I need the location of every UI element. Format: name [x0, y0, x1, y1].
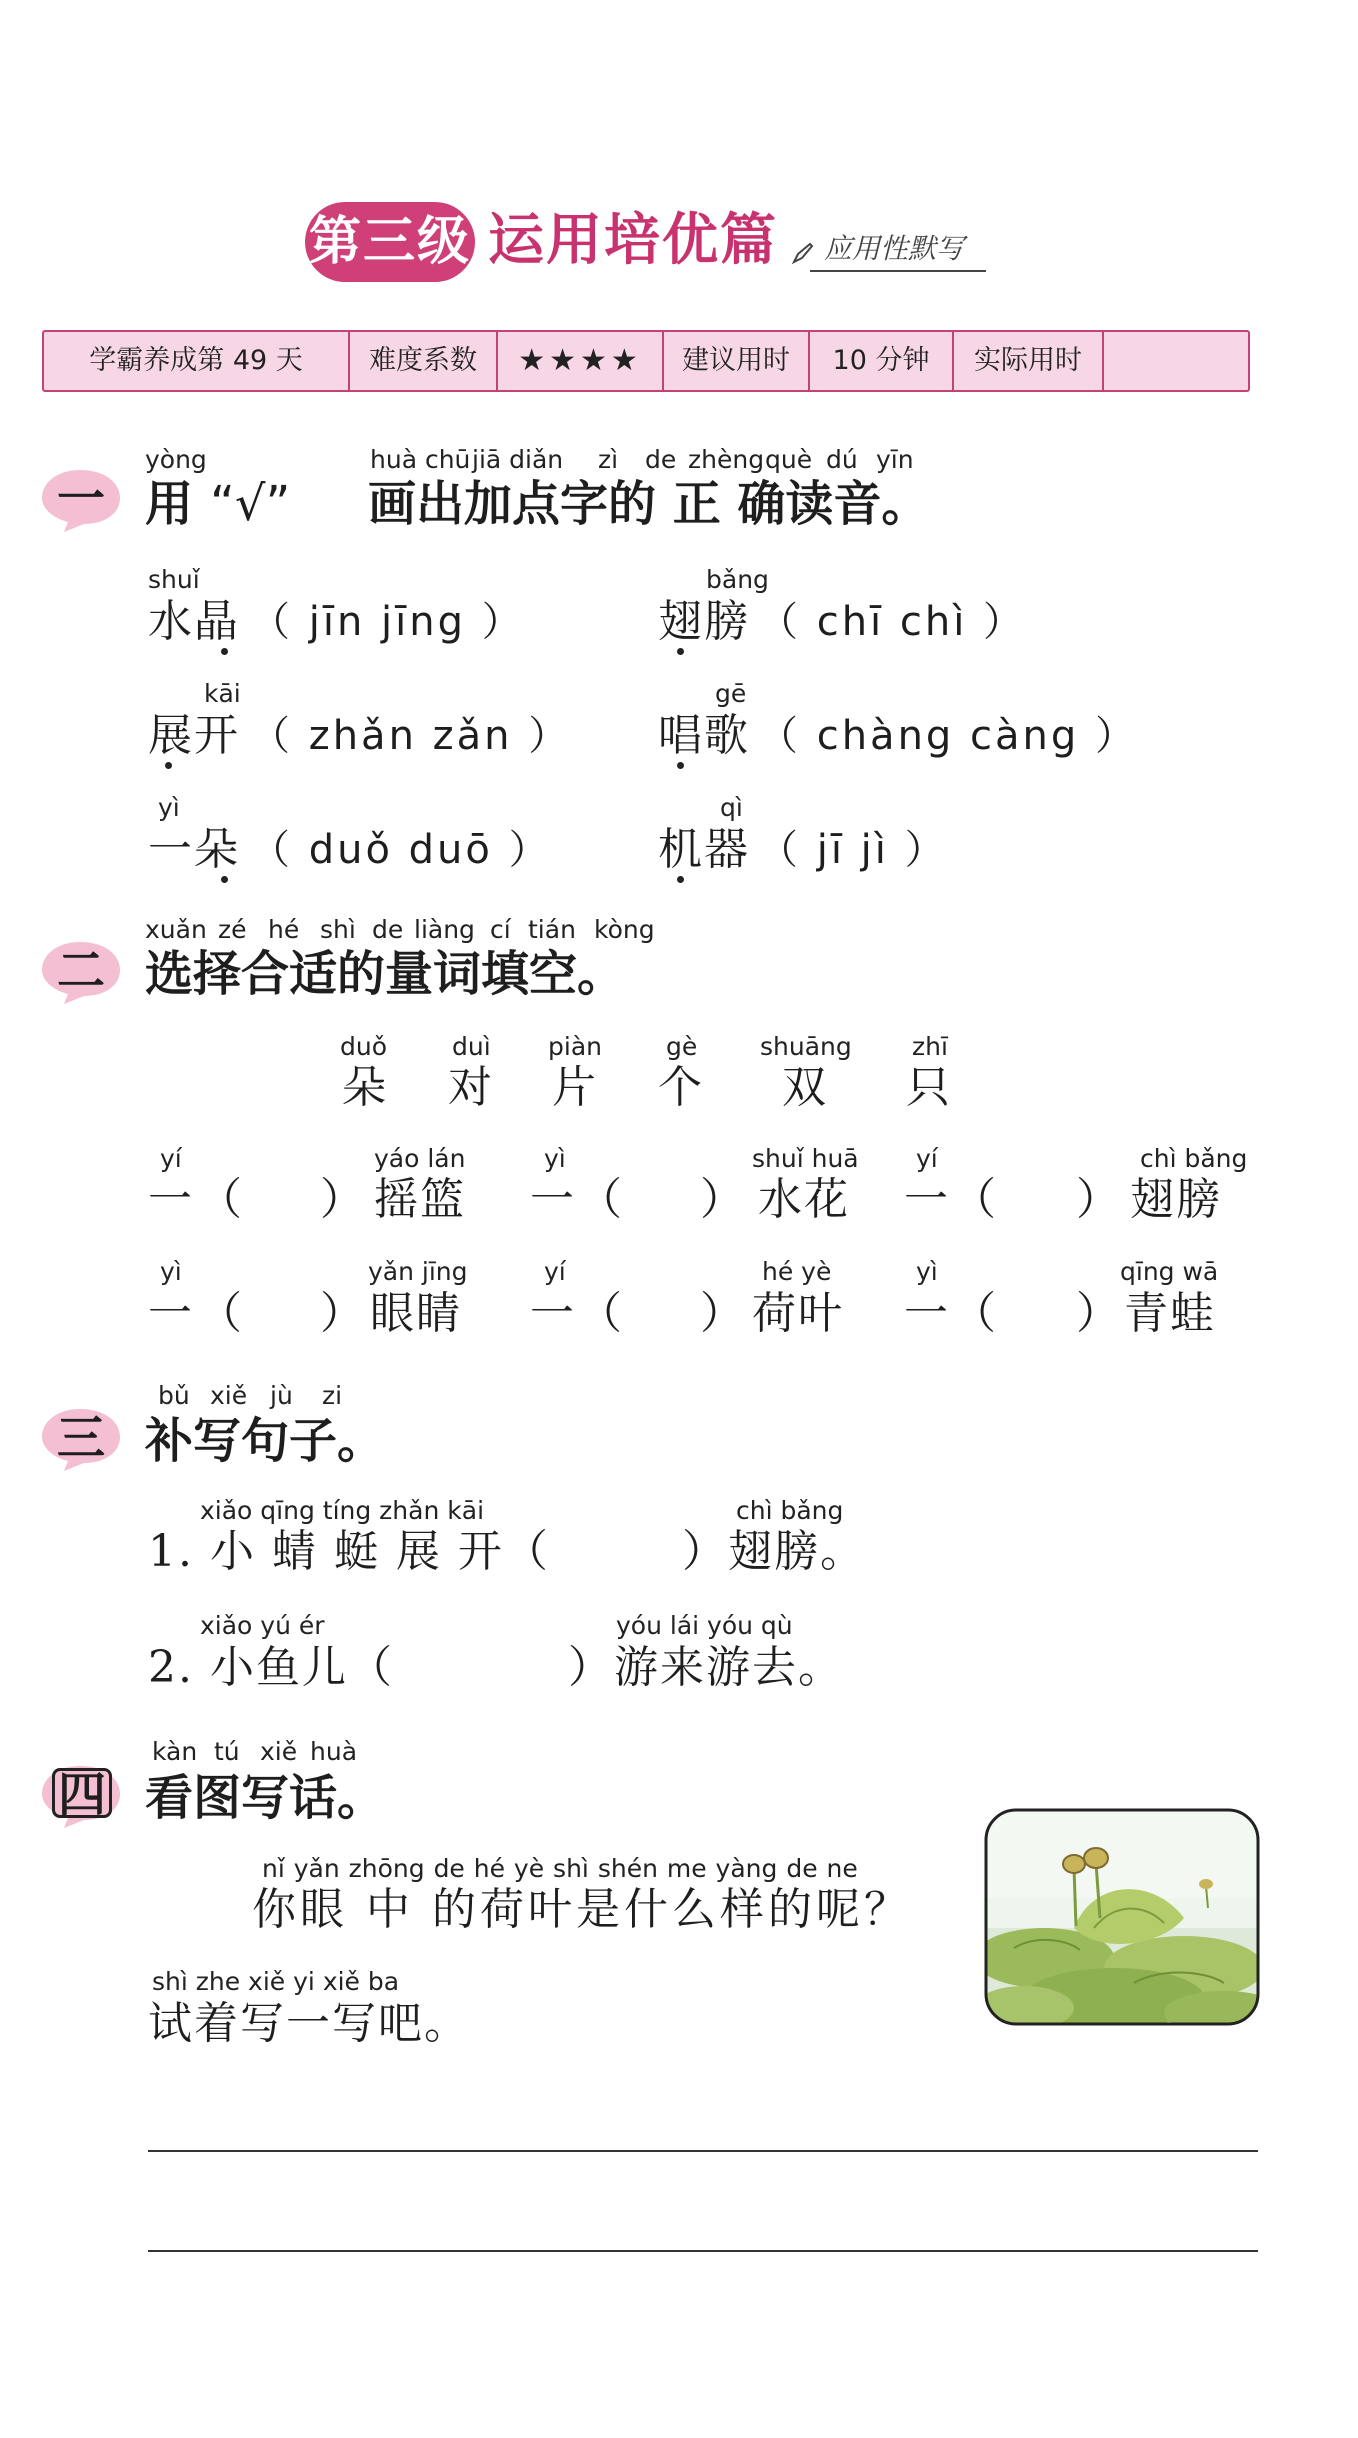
- emphasis-dot: [677, 762, 684, 769]
- section-1-title-lead: 用: [145, 476, 194, 532]
- pinyin: bǎng: [706, 565, 769, 594]
- pinyin: què: [765, 445, 813, 474]
- pinyin: chì bǎng: [1140, 1144, 1248, 1173]
- left-paren: （: [198, 1288, 244, 1339]
- pinyin: yì: [160, 1257, 182, 1286]
- section-4-title: 看图写话。: [145, 1770, 386, 1826]
- pinyin: de: [372, 915, 404, 944]
- noun: 摇篮: [374, 1174, 466, 1225]
- writing-line[interactable]: [148, 2150, 1258, 2152]
- right-paren: ）: [320, 1174, 366, 1225]
- pinyin: xiě: [210, 1381, 248, 1410]
- pinyin: yīn: [876, 445, 914, 474]
- actual-time-value[interactable]: [1104, 332, 1248, 390]
- measure-word: 双: [782, 1062, 828, 1113]
- pinyin: duì: [452, 1032, 491, 1061]
- number-one: 一: [904, 1174, 950, 1225]
- word: 一朵: [148, 824, 240, 875]
- pinyin: qīng wā: [1120, 1257, 1219, 1286]
- pinyin: yí: [916, 1144, 938, 1173]
- suggested-time-label: 建议用时: [664, 332, 810, 390]
- left-paren: （: [952, 1174, 998, 1225]
- pinyin: yǎn jīng: [368, 1257, 468, 1286]
- word: 翅膀: [658, 596, 750, 647]
- day-counter: 学霸养成第 49 天: [44, 332, 350, 390]
- pinyin: chì bǎng: [736, 1496, 844, 1525]
- right-paren: ）: [700, 1288, 746, 1339]
- pinyin: de: [645, 445, 677, 474]
- pinyin: zhī: [912, 1032, 948, 1061]
- word: 展开: [148, 710, 240, 761]
- pinyin: kàn: [152, 1737, 198, 1766]
- checkmark-symbol: “√”: [210, 476, 291, 532]
- actual-time-label: 实际用时: [954, 332, 1104, 390]
- right-paren: ）: [320, 1288, 366, 1339]
- difficulty-label: 难度系数: [350, 332, 498, 390]
- pinyin: xiǎo yú ér: [200, 1611, 325, 1640]
- section-2-title: 选择合适的量词填空。: [145, 946, 626, 1002]
- pinyin-options[interactable]: （ zhǎn zǎn ）: [250, 713, 572, 759]
- left-paren: （: [578, 1174, 624, 1225]
- pinyin: shì: [320, 915, 356, 944]
- section-1-number: 一: [56, 471, 105, 527]
- pinyin: kāi: [204, 679, 241, 708]
- pinyin: yí: [160, 1144, 182, 1173]
- measure-word: 朵: [342, 1062, 388, 1113]
- pinyin: shuǐ huā: [752, 1144, 859, 1173]
- blank-field[interactable]: [996, 1180, 1076, 1224]
- pinyin: yóu lái yóu qù: [616, 1611, 793, 1640]
- pinyin-options[interactable]: （ chàng càng ）: [758, 713, 1138, 759]
- writing-line[interactable]: [148, 2250, 1258, 2252]
- left-paren: （: [198, 1174, 244, 1225]
- blank-field[interactable]: [418, 1648, 568, 1692]
- measure-word: 只: [906, 1062, 952, 1113]
- info-bar: [42, 330, 1250, 392]
- pinyin-options[interactable]: （ chī chì ）: [758, 599, 1027, 645]
- page-subtitle: 应用性默写: [810, 232, 986, 272]
- number-one: 一: [530, 1174, 576, 1225]
- pinyin: qì: [720, 793, 743, 822]
- page-title: 运用培优篇: [488, 208, 778, 273]
- difficulty-stars: ★★★★: [498, 332, 664, 390]
- pinyin: tián: [528, 915, 576, 944]
- left-paren: （: [952, 1288, 998, 1339]
- measure-word: 对: [448, 1062, 494, 1113]
- pinyin: gè: [666, 1032, 698, 1061]
- sentence-2-start: 2. 小鱼儿（: [148, 1642, 394, 1693]
- measure-word: 个: [658, 1062, 704, 1113]
- blank-field[interactable]: [552, 1532, 682, 1576]
- pinyin: jiā diǎn: [472, 445, 564, 474]
- noun: 翅膀: [1130, 1174, 1222, 1225]
- pinyin: yòng: [145, 445, 207, 474]
- lotus-leaf-illustration: [984, 1808, 1260, 2026]
- pinyin: yì: [544, 1144, 566, 1173]
- emphasis-dot: [677, 876, 684, 883]
- emphasis-dot: [221, 876, 228, 883]
- word: 机器: [658, 824, 750, 875]
- pinyin: jù: [270, 1381, 293, 1410]
- blank-field[interactable]: [620, 1180, 700, 1224]
- emphasis-dot: [677, 648, 684, 655]
- sentence-1-start: 1. 小 蜻 蜓 展 开（: [148, 1526, 550, 1577]
- blank-field[interactable]: [996, 1294, 1076, 1338]
- pinyin-options[interactable]: （ duǒ duō ）: [250, 827, 552, 873]
- word: 唱歌: [658, 710, 750, 761]
- suggested-time-value: 10 分钟: [810, 332, 954, 390]
- noun: 眼睛: [370, 1288, 462, 1339]
- right-paren: ）: [1076, 1288, 1122, 1339]
- section-2-number: 二: [56, 943, 105, 999]
- word: 水晶: [148, 596, 240, 647]
- left-paren: （: [578, 1288, 624, 1339]
- number-one: 一: [904, 1288, 950, 1339]
- pinyin: xiǎo qīng tíng zhǎn kāi: [200, 1496, 485, 1525]
- blank-field[interactable]: [620, 1294, 700, 1338]
- right-paren: ）: [1076, 1174, 1122, 1225]
- measure-word: 片: [552, 1062, 598, 1113]
- pinyin: gē: [715, 679, 747, 708]
- pinyin: shuǐ: [148, 565, 200, 594]
- noun: 青蛙: [1124, 1288, 1216, 1339]
- pinyin: xiě: [260, 1737, 298, 1766]
- pinyin: yáo lán: [374, 1144, 466, 1173]
- pinyin-options[interactable]: （ jī jì ）: [758, 827, 948, 873]
- pinyin: piàn: [548, 1032, 602, 1061]
- pinyin: tú: [214, 1737, 240, 1766]
- pinyin: shì zhe xiě yi xiě ba: [152, 1967, 400, 1996]
- emphasis-dot: [165, 762, 172, 769]
- section-4-number: 四: [57, 1767, 106, 1823]
- pinyin: xuǎn: [145, 915, 207, 944]
- blank-field[interactable]: [240, 1180, 320, 1224]
- prompt-instruction: 试着写一写吧。: [148, 1998, 470, 2049]
- pinyin: cí: [490, 915, 511, 944]
- prompt-question: 你眼 中 的荷叶是什么样的呢？: [252, 1884, 912, 1935]
- pinyin: huà: [310, 1737, 358, 1766]
- pinyin: kòng: [594, 915, 655, 944]
- number-one: 一: [148, 1288, 194, 1339]
- sentence-1-end: ）翅膀。: [682, 1526, 866, 1577]
- pinyin: hé yè: [762, 1257, 832, 1286]
- pinyin: huà chū: [370, 445, 471, 474]
- number-one: 一: [148, 1174, 194, 1225]
- level-badge: 第三级: [305, 202, 475, 282]
- noun: 水花: [758, 1174, 850, 1225]
- pinyin: zhèng: [688, 445, 765, 474]
- blank-field[interactable]: [240, 1294, 320, 1338]
- pinyin: yì: [158, 793, 180, 822]
- pinyin: zé: [218, 915, 247, 944]
- pinyin: nǐ yǎn zhōng de hé yè shì shén me yàng de ne: [262, 1854, 858, 1883]
- section-3-number: 三: [56, 1410, 105, 1466]
- pinyin: liàng: [414, 915, 475, 944]
- noun: 荷叶: [752, 1288, 844, 1339]
- emphasis-dot: [221, 648, 228, 655]
- pinyin: duǒ: [340, 1032, 388, 1061]
- pinyin: bǔ: [158, 1381, 190, 1410]
- pinyin: yí: [544, 1257, 566, 1286]
- section-3-title: 补写句子。: [145, 1413, 386, 1469]
- pinyin: zì: [598, 445, 619, 474]
- pinyin: dú: [826, 445, 858, 474]
- sentence-2-end: ）游来游去。: [568, 1642, 844, 1693]
- number-one: 一: [530, 1288, 576, 1339]
- section-1-title: 画出加点字的 正 确读音。: [368, 476, 930, 532]
- pinyin: shuāng: [760, 1032, 852, 1061]
- pinyin-options[interactable]: （ jīn jīng ）: [250, 599, 525, 645]
- right-paren: ）: [700, 1174, 746, 1225]
- pinyin: yì: [916, 1257, 938, 1286]
- pinyin: zi: [322, 1381, 343, 1410]
- pinyin: hé: [268, 915, 300, 944]
